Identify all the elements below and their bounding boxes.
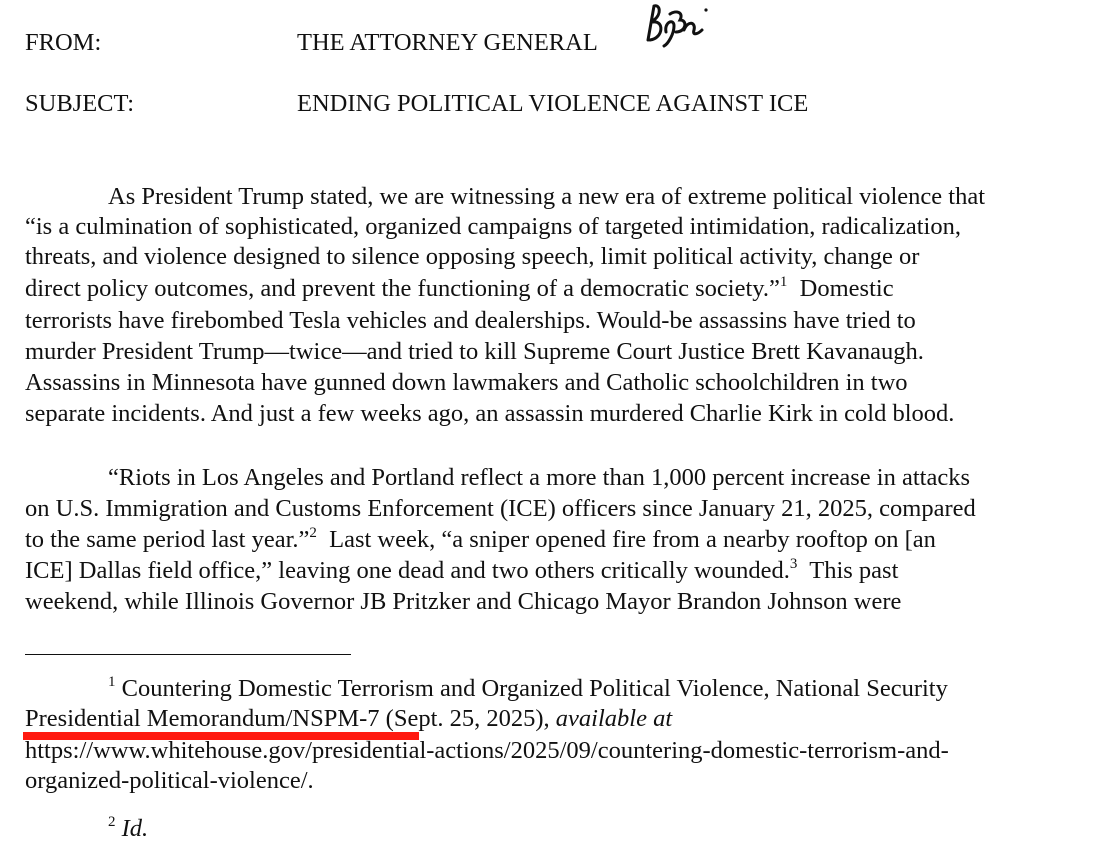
text-line (25, 525, 936, 558)
text-segment: direct policy outcomes, and prevent the functioning of a democratic society.” (25, 275, 780, 302)
footnote-line (25, 704, 672, 734)
footnote-number: 2 (108, 814, 116, 830)
text-segment: Domestic (787, 275, 894, 302)
footnote-divider (25, 654, 351, 655)
subject-label: SUBJECT: (25, 90, 135, 117)
text-line: terrorists have firebombed Tesla vehicles and dealerships. Would-be assassins have tried to (25, 307, 916, 334)
text-line (25, 556, 898, 589)
text-segment: to the same period last year.” (25, 526, 310, 553)
footnote-url-line: organized-political-violence/. (25, 767, 314, 794)
text-segment: Presidential Memorandum/NSPM-7 (Sept. 25, 2025), (25, 705, 556, 732)
subject-value: ENDING POLITICAL VIOLENCE AGAINST ICE (297, 90, 809, 117)
footnote-line (108, 674, 948, 707)
footnote-url-line: https://www.whitehouse.gov/presidential-actions/2025/09/countering-domestic-terrorism-and- (25, 737, 949, 764)
handwritten-initials (640, 0, 710, 50)
text-line: Assassins in Minnesota have gunned down lawmakers and Catholic schoolchildren in two (25, 369, 908, 396)
text-segment: Last week, “a sniper opened fire from a nearby rooftop on [an (316, 526, 936, 553)
text-segment: This past (797, 557, 899, 584)
text-line: threats, and violence designed to silence opposing speech, limit political activity, change or (25, 243, 920, 270)
text-line: “Riots in Los Angeles and Portland reflect a more than 1,000 percent increase in attacks (108, 464, 970, 491)
footnote-line (108, 814, 148, 847)
text-segment-italic: available at (555, 705, 673, 732)
from-value: THE ATTORNEY GENERAL (297, 29, 598, 56)
text-line: murder President Trump—twice—and tried to kill Supreme Court Justice Brett Kavanaugh. (25, 338, 924, 365)
footnote-ref-1: 1 (779, 274, 788, 290)
text-line: As President Trump stated, we are witnessing a new era of extreme political violence that (108, 183, 985, 210)
text-line (25, 274, 894, 307)
text-line: “is a culmination of sophisticated, organized campaigns of targeted intimidation, radicalization, (25, 213, 961, 240)
text-line: separate incidents. And just a few weeks ago, an assassin murdered Charlie Kirk in cold blood. (25, 400, 955, 427)
text-line: on U.S. Immigration and Customs Enforcement (ICE) officers since January 21, 2025, compared (25, 495, 976, 522)
text-line: weekend, while Illinois Governor JB Pritzker and Chicago Mayor Brandon Johnson were (25, 588, 902, 615)
text-segment: ICE] Dallas field office,” leaving one dead and two others critically wounded. (25, 557, 790, 584)
footnote-ref-3: 3 (789, 556, 798, 572)
footnote-number: 1 (108, 674, 116, 690)
text-segment: Countering Domestic Terrorism and Organized Political Violence, National Security (115, 675, 948, 702)
footnote-ref-2: 2 (309, 525, 317, 541)
from-label: FROM: (25, 29, 102, 56)
text-segment-italic: Id. (115, 815, 149, 842)
